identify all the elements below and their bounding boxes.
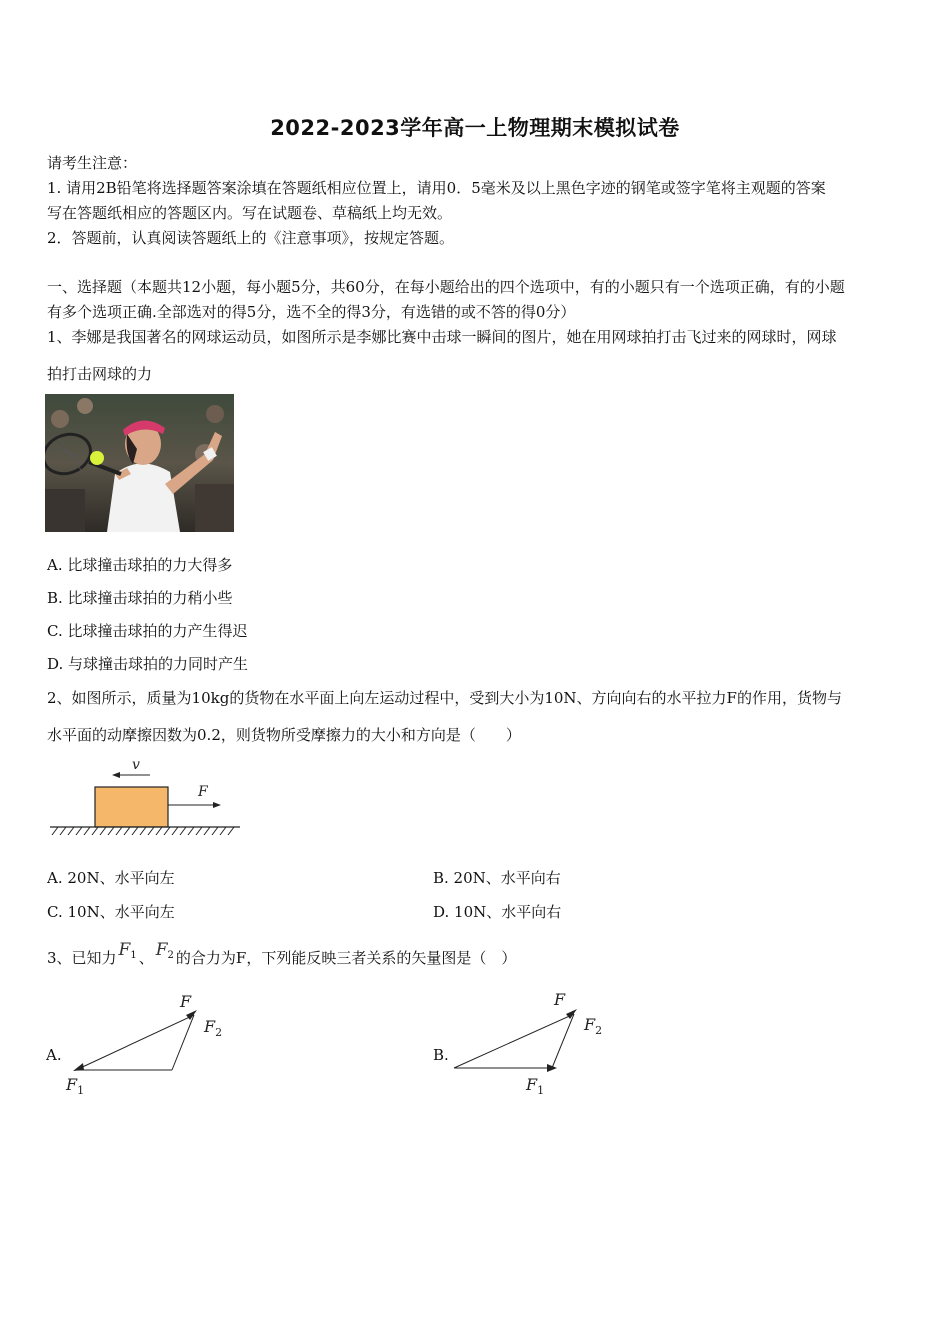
question-2-option-a: A. 20N、水平向左 [47,869,175,887]
velocity-label: v [132,757,140,773]
question-2-stem-line-1: 2、如图所示，质量为10kg的货物在水平面上向左运动过程中，受到大小为10N、方向向右的水平拉力F的作用，货物与 [47,689,842,707]
tennis-player-photo [45,394,234,532]
label-f: F [180,992,192,1011]
question-1-option-a: A. 比球撞击球拍的力大得多 [47,556,233,574]
notice-item-1-line-2: 写在答题纸相应的答题区内。写在试题卷、草稿纸上均无效。 [47,204,453,222]
question-2-option-b: B. 20N、水平向右 [433,869,561,887]
question-1-option-d: D. 与球撞击球拍的力同时产生 [47,655,249,673]
notice-item-1-line-1: 1. 请用2B铅笔将选择题答案涂填在答题纸相应位置上，请用0．5毫米及以上黑色字迹的钢笔或签字笔将主观题的答案 [47,179,826,197]
notice-item-2: 2．答题前，认真阅读答题纸上的《注意事项》，按规定答题。 [47,229,455,247]
question-1-stem-line-1: 1、李娜是我国著名的网球运动员，如图所示是李娜比赛中击球一瞬间的图片，她在用网球拍打击飞过来的网球时，网球 [47,328,837,346]
question-2-option-c: C. 10N、水平向左 [47,903,175,921]
label-f2: $F_2$ [584,1015,603,1037]
question-1-stem-line-2: 拍打击网球的力 [47,365,153,383]
question-2-option-d: D. 10N、水平向右 [433,903,562,921]
question-3-suffix: 的合力为F，下列能反映三者关系的矢量图是（ ） [175,949,517,967]
question-1-option-c: C. 比球撞击球拍的力产生得迟 [47,622,248,640]
vector-diagram-a [60,990,240,1109]
label-f: F [554,990,566,1009]
question-2-stem-line-2: 水平面的动摩擦因数为0.2，则货物所受摩擦力的大小和方向是（ ） [47,726,521,744]
question-3-prefix: 3、已知力 [47,949,117,967]
exam-title: 2022-2023学年高一上物理期末模拟试卷 [270,116,680,140]
f1-symbol: $F_1$ [118,940,137,961]
block-force-diagram [48,755,248,844]
question-3-separator: 、 [138,949,154,967]
question-1-option-b: B. 比球撞击球拍的力稍小些 [47,589,233,607]
vector-diagram-b [438,988,618,1107]
section-1-instructions-line-2: 有多个选项正确.全部选对的得5分，选不全的得3分，有选错的或不答的得0分） [47,303,576,321]
question-3-option-b-label: B. [433,1046,449,1064]
label-f1: $F_1$ [526,1075,545,1097]
cargo-block [95,787,168,827]
force-label: F [198,784,208,800]
notice-heading: 请考生注意： [47,154,138,172]
f2-symbol: $F_2$ [155,940,174,961]
label-f1: $F_1$ [66,1075,85,1097]
label-f2: $F_2$ [204,1017,223,1039]
section-1-instructions-line-1: 一、选择题（本题共12小题，每小题5分，共60分，在每小题给出的四个选项中，有的小题只有一个选项正确，有的小题 [47,278,845,296]
question-3-option-a-label: A. [46,1046,62,1064]
question-3-stem [47,940,517,976]
